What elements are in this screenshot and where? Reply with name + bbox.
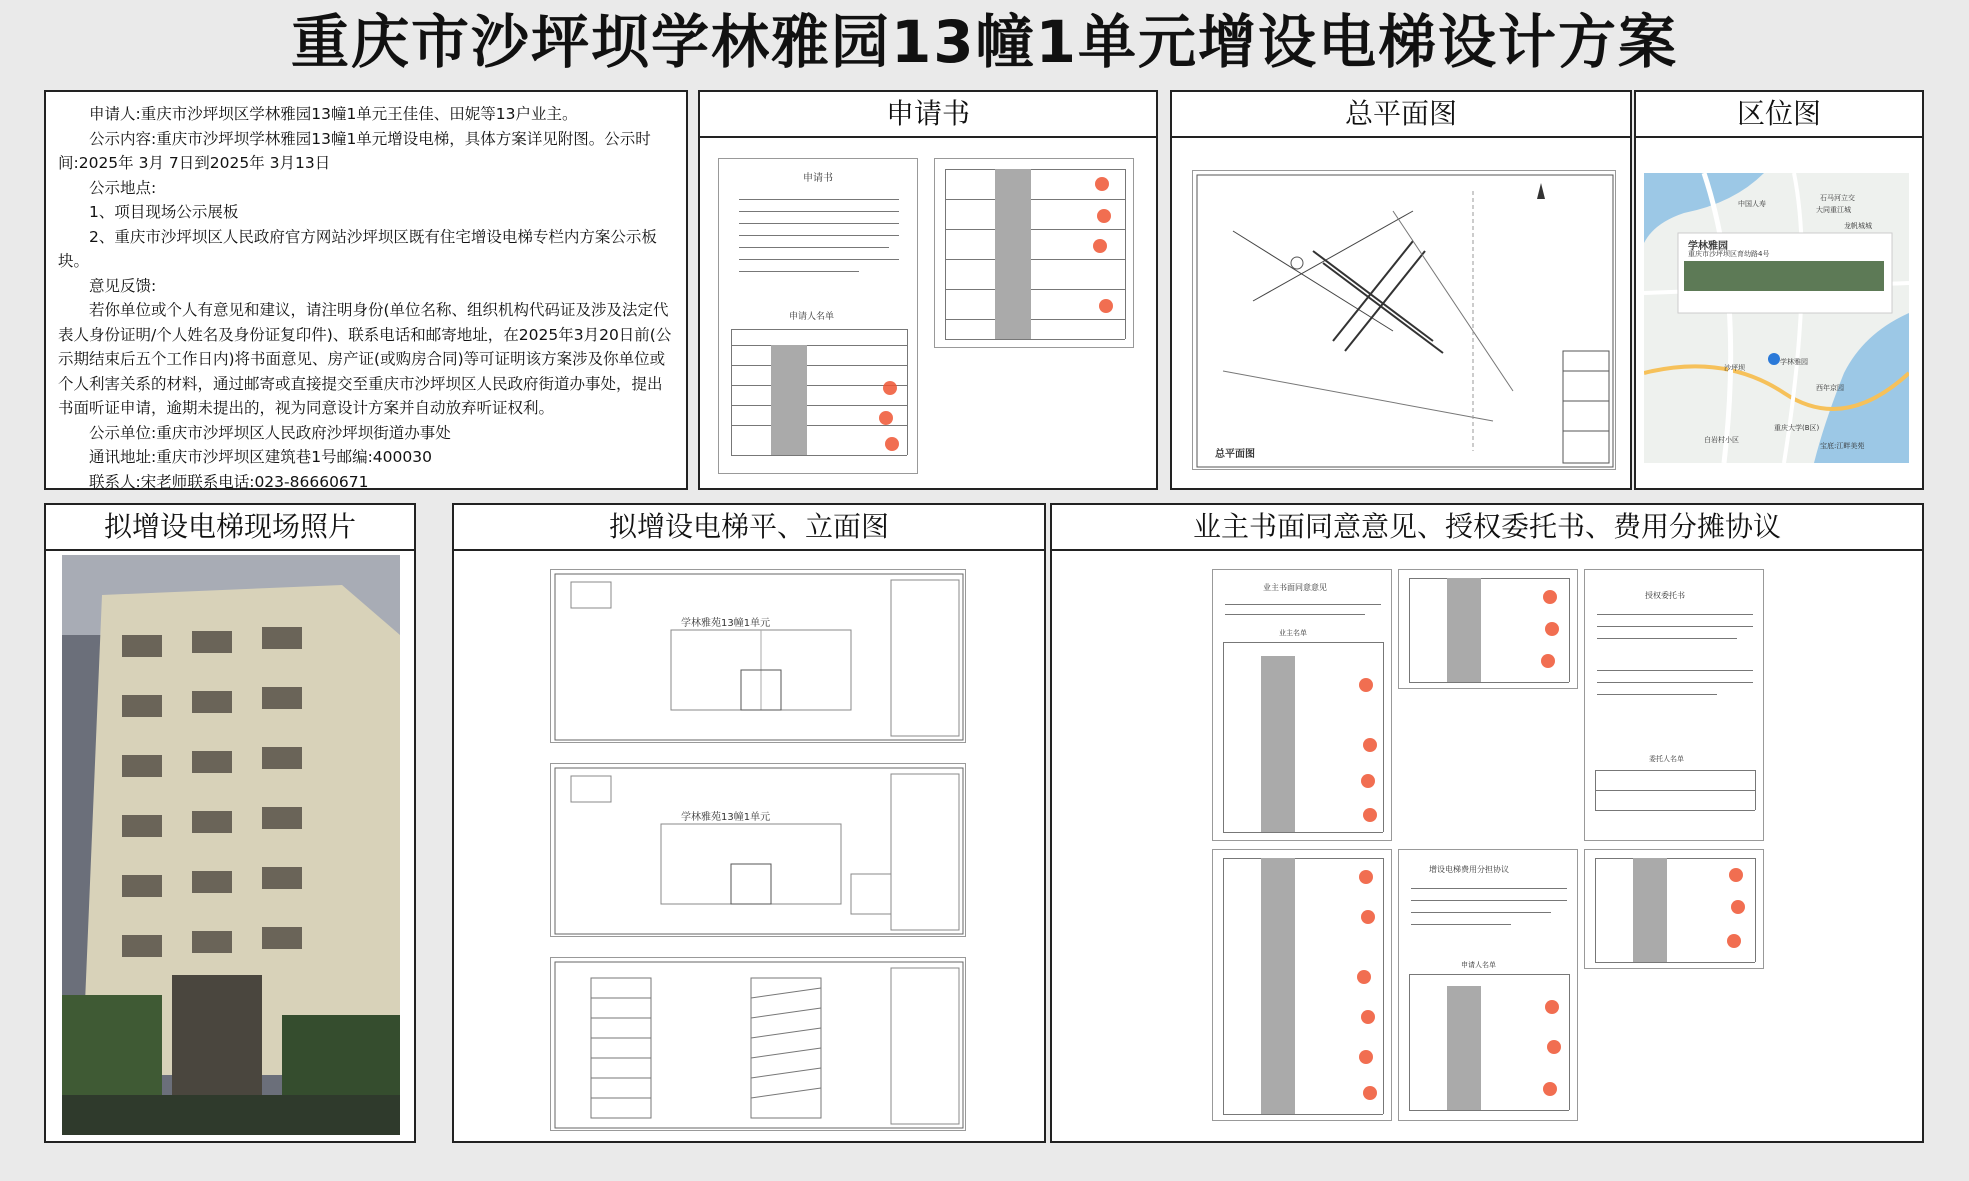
map-label-3: 大同重江城 [1816, 206, 1851, 214]
consent-panel [1050, 503, 1924, 1143]
cost-agreement-document [1398, 849, 1578, 1121]
consent-document [1212, 569, 1392, 841]
notice-place-2: 2、重庆市沙坪坝区人民政府官方网站沙坪坝区既有住宅增设电梯专栏内方案公示板块。 [58, 227, 657, 270]
application-signature-list [934, 158, 1134, 348]
site-plan-drawing [1192, 170, 1616, 470]
map-label-5: 学林雅园 [1780, 358, 1808, 366]
notice-feedback-title: 意见反馈: [89, 276, 157, 295]
map-label-2: 石马河立交 [1820, 194, 1855, 202]
drawing-1-title: 学林雅苑13幢1单元 [681, 618, 771, 629]
owner-list-title: 业主名单 [1279, 629, 1307, 637]
owner-signature-list-2 [1212, 849, 1392, 1121]
map-svg [1644, 173, 1909, 463]
floor-plan-1-svg [551, 570, 966, 743]
map-label-6: 西年京园 [1816, 384, 1844, 392]
application-document [718, 158, 918, 474]
notice-applicant: 申请人:重庆市沙坪坝区学林雅园13幢1单元王佳佳、田妮等13户业主。 [89, 105, 578, 123]
notice-address: 通讯地址:重庆市沙坪坝区建筑巷1号邮编:400030 [89, 448, 432, 466]
elevation-panel-header: 拟增设电梯平、立面图 [454, 505, 1044, 551]
proxy-document [1584, 569, 1764, 841]
map-label-8: 白岩村小区 [1704, 436, 1739, 444]
notice-publisher: 公示单位:重庆市沙坪坝区人民政府沙坪坝街道办事处 [89, 423, 451, 442]
cost-signature-list [1584, 849, 1764, 969]
applicant-list-title: 申请人名单 [789, 312, 835, 322]
owner-signature-list-1 [1398, 569, 1578, 689]
building-photo-svg [62, 555, 400, 1135]
map-place-address: 重庆市沙坪坝区育幼路4号 [1688, 250, 1770, 258]
proxy-list-title: 委托人名单 [1649, 755, 1684, 763]
application-doc-title: 申请书 [803, 173, 833, 184]
elevation-svg [551, 958, 966, 1131]
notice-place-1: 1、项目现场公示展板 [89, 203, 239, 221]
map-label-7: 重庆大学(B区) [1774, 424, 1820, 432]
cost-doc-title: 增设电梯费用分担协议 [1429, 865, 1509, 874]
notice-content: 公示内容:重庆市沙坪坝学林雅园13幢1单元增设电梯，具体方案详见附图。公示时间:2025年 3月 7日到2025年 3月13日 [58, 129, 651, 172]
application-panel-header: 申请书 [700, 92, 1156, 138]
consent-doc-title: 业主书面同意意见 [1263, 583, 1327, 592]
notice-feedback-body: 若你单位或个人有意见和建议，请注明身份(单位名称、组织机构代码证及涉及法定代表人身份证明/个人姓名及身份证复印件)、联系电话和邮寄地址，在2025年3月20日前(公示期结束后五个工作日内)将书面意见、房产证(或购房合同)等可证明该方案涉及你单位或个人利害关系的材料，通过邮寄或直接提交至重庆市沙坪坝区人民政府街道办事处，提出书面听证申请，逾期未提出的，视为同意设计方案并自动放弃听证权利。 [58, 301, 672, 417]
site-plan-panel-header: 总平面图 [1172, 92, 1630, 138]
map-label-10: 沙坪坝 [1724, 364, 1745, 372]
map-label-9: 宝底:江畔美苑 [1820, 442, 1865, 450]
building-photo [62, 555, 400, 1135]
elevation-panel [452, 503, 1046, 1143]
notice-place-title: 公示地点: [89, 178, 157, 197]
location-panel-header: 区位图 [1636, 92, 1922, 138]
map-place-name: 学林雅园 [1688, 241, 1728, 252]
floor-plan-2-svg [551, 764, 966, 937]
drawing-2-title: 学林雅苑13幢1单元 [681, 812, 771, 823]
floor-plan-drawing-1 [550, 569, 966, 743]
notice-panel [44, 90, 688, 490]
floor-plan-drawing-2 [550, 763, 966, 937]
location-map [1644, 173, 1909, 463]
application-panel [698, 90, 1158, 490]
notice-contact: 联系人:宋老师联系电话:023-86660671 [89, 472, 369, 491]
main-title: 重庆市沙坪坝学林雅园13幢1单元增设电梯设计方案 [290, 8, 1679, 76]
site-plan-label: 总平面图 [1215, 449, 1255, 460]
site-plan-panel [1170, 90, 1632, 490]
consent-panel-header: 业主书面同意意见、授权委托书、费用分摊协议 [1052, 505, 1922, 551]
elevation-drawing [550, 957, 966, 1131]
map-label-1: 中国人寿 [1738, 200, 1766, 208]
proxy-doc-title: 授权委托书 [1645, 591, 1685, 600]
photo-panel-header: 拟增设电梯现场照片 [46, 505, 414, 551]
map-label-4: 龙帆城城 [1844, 222, 1872, 230]
site-plan-svg [1193, 171, 1616, 470]
cost-list-title: 申请人名单 [1461, 961, 1496, 969]
